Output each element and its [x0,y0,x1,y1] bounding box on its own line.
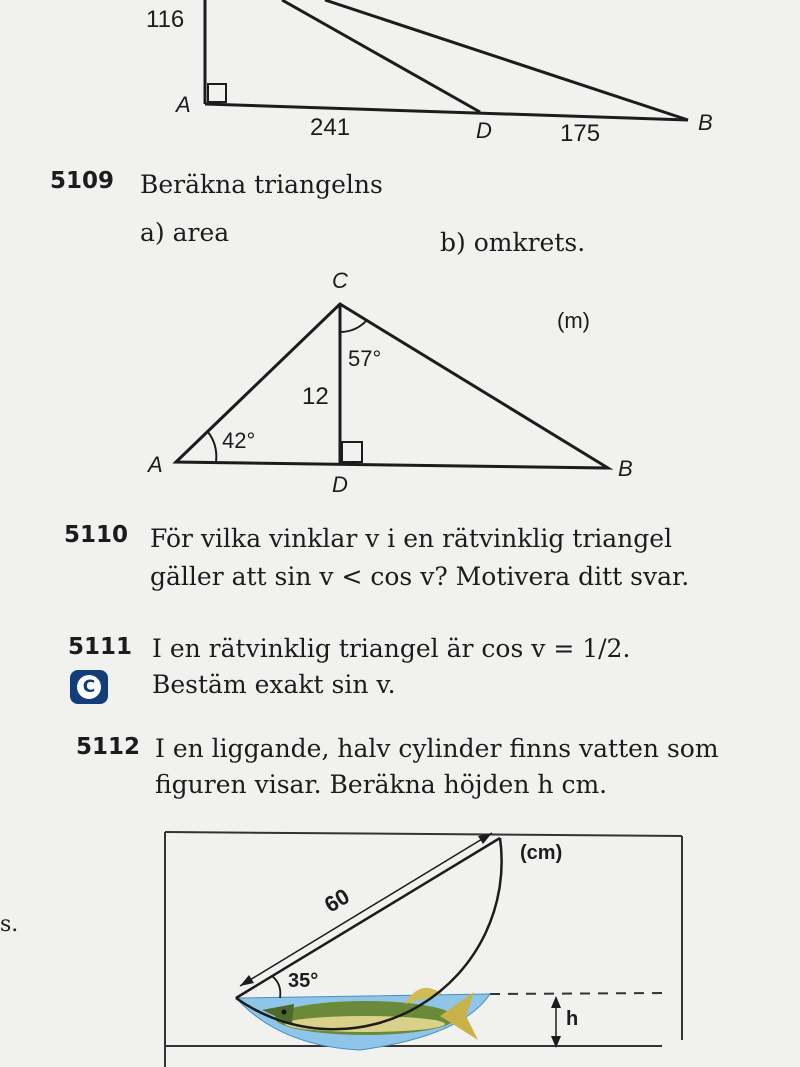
margin-text: s. [0,912,19,937]
side-116-label: 116 [146,6,185,33]
vertex-a-label-2: A [148,452,163,477]
vertex-b-label: B [698,110,713,135]
side-175-label: 175 [560,120,601,147]
angle-a-label: 42° [222,428,256,453]
height-h-label: h [566,1008,579,1030]
unit-cm-label: (cm) [520,842,563,864]
problem-5110-line2: gäller att sin v < cos v? Motivera ditt svar. [150,562,690,591]
problem-5109-part-b: b) omkrets. [440,228,586,257]
problem-5111-number: 5111 [68,634,133,660]
height-12-label: 12 [302,383,329,410]
problem-5112-line2: figuren visar. Beräkna höjden h cm. [155,770,608,799]
problem-5111-line2: Bestäm exakt sin v. [152,670,396,699]
vertex-a-label: A [176,92,191,117]
angle-35-label: 35° [288,970,319,992]
c-level-badge-letter: C [77,675,101,699]
problem-5112-number: 5112 [76,734,141,760]
vertex-b-label-2: B [618,456,633,481]
problem-5109-number: 5109 [50,168,115,194]
problem-5112-line1: I en liggande, halv cylinder finns vatten som [155,734,719,763]
problem-5109-part-a: a) area [140,218,230,247]
length-60-label: 60 [320,883,354,918]
problem-5110-number: 5110 [64,522,129,548]
problem-5109-text: Beräkna triangelns [140,170,383,199]
vertex-d-label-2: D [332,472,348,497]
problem-5110-line1: För vilka vinklar v i en rätvinklig triangel [150,524,673,553]
vertex-c-label: C [332,268,348,293]
unit-m-label: (m) [557,308,590,333]
side-241-label: 241 [310,114,351,141]
angle-c-label: 57° [348,346,382,371]
vertex-d-label: D [476,118,492,143]
problem-5111-line1: I en rätvinklig triangel är cos v = 1/2. [152,634,631,663]
